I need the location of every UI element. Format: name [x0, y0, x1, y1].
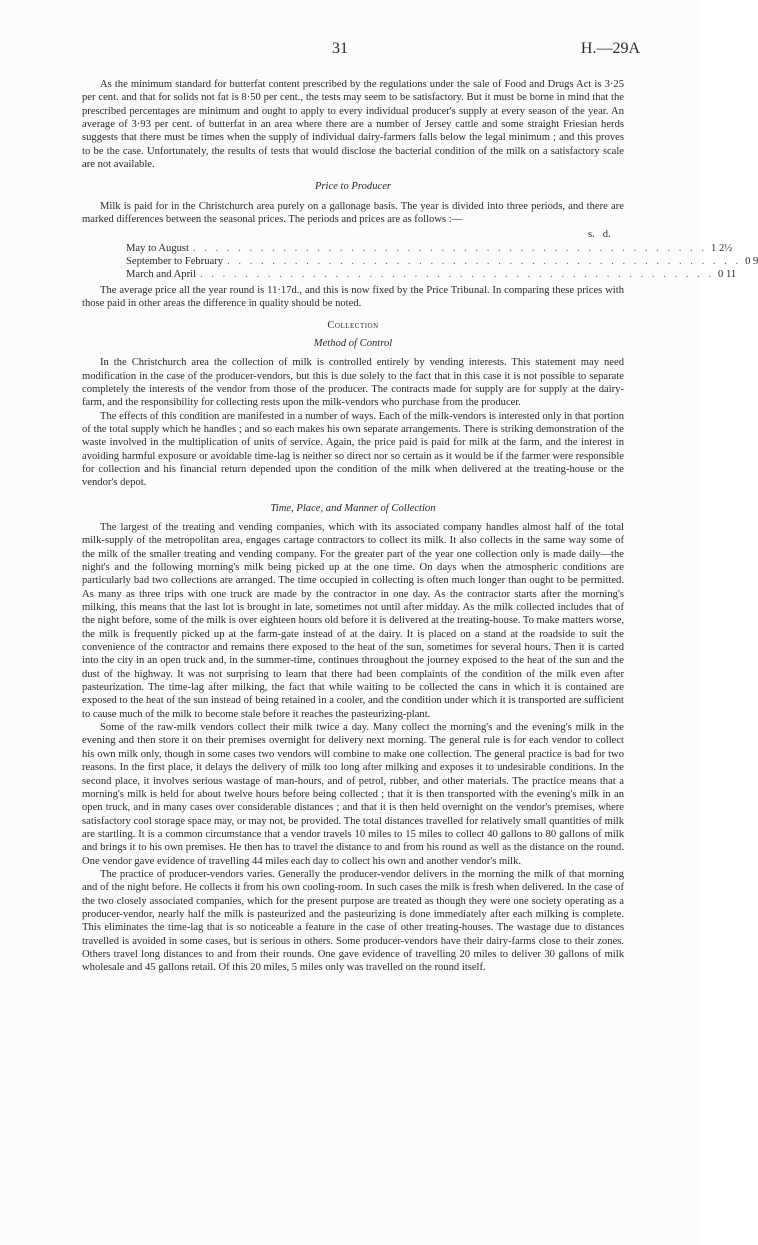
- document-reference: H.—29A: [580, 40, 640, 57]
- price-unit-labels: [588, 228, 624, 241]
- price-row: [126, 242, 733, 255]
- price-value: 1 2½: [711, 242, 733, 254]
- paragraph-time-2: Some of the raw-milk vendors collect their milk twice a day. Many collect the morning's and the evening's milk in the evening and then store it on their premises overnight for delivery next morning. The general rule is for each vendor to collect his own milk only, though in some cases two vendors will combine to make one collection. The general practice is bad for two reasons. In the first place, it delays the delivery of milk too long after milking and exposes it to undesirable conditions. In the second place, it involves serious wastage of man-hours, and of petrol, rubber, and other materials. The practice means that a morning's milk is held for about twelve hours before being collected ; that it is then transported with the evening's milk in an open truck, and in many cases over considerable distances ; and that it is then held overnight on the vendor's premises, where satisfactory cool storage space may, or may not, be provided. The total distances travelled for relatively small quantities of milk are startling. It is a common circumstance that a vendor travels 10 miles to 15 miles to collect 40 gallons to 80 gallons of milk and brings it to his own premises. He then has to travel the distance to and from his round as well as the distance on the round. One vendor gave evidence of travelling 44 miles each day to collect his own and another vendor's milk.: [82, 722, 624, 867]
- paragraph-minimum-standard: As the minimum standard for butterfat content prescribed by the regulations under the sale of Food and Drugs Act is 3·25 per cent. and that for solids not fat is 8·50 per cent., the tests may seem to be satisfactory. But it must be borne in mind that the prescribed percentages are minimum and ought to apply to every individual producer's supply at every season of the year. An average of 3·93 per cent. of butterfat in an area where there are a number of Jersey cattle and some straight Friesian herds suggests that there must be times when the supply of individual dairy-farmers falls below the legal minimum ; and this proves to be the case. Unfortunately, the results of tests that would disclose the bacterial condition of the milk on a satisfactory scale are not available.: [82, 79, 624, 171]
- unit-pence: d.: [602, 229, 611, 241]
- price-period: March and April: [126, 269, 197, 281]
- price-row: [126, 255, 758, 268]
- paragraph-price-intro: Milk is paid for in the Christchurch area purely on a gallonage basis. The year is divided into three periods, and there are marked differences between the seasonal prices. The periods and prices are as follows :—: [82, 200, 624, 226]
- unit-shillings: s.: [588, 229, 595, 241]
- document-body: [82, 78, 758, 975]
- price-table-header: [126, 228, 624, 241]
- paragraph-control-2: The effects of this condition are manifested in a number of ways. Each of the milk-vendors is interested only in that portion of the total supply which he handles ; and so each makes his own separate arrangements. There is striking demonstration of the waste involved in the multiplication of units of service. Again, the price paid is paid for milk at the farm, and the interest in avoiding harmful exposure or avoidable time-lag is neither so direct nor so certain as it would be if the farmer were responsible for collection and his financial return depended upon the condition of the milk when delivered at the treating-house or the vendor's depot.: [82, 410, 624, 489]
- dot-leaders: . . . . . . . . . . . . . . . . . . . . . . . . . . . . . . . . . . . . . . . . . . . . . .: [227, 256, 742, 268]
- price-value: 0 11: [718, 269, 737, 281]
- paragraph-average-price: The average price all the year round is 11·17d., and this is now fixed by the Price Tribunal. In comparing these prices with those paid in other areas the difference in quality should be noted.: [82, 284, 624, 310]
- section-heading-collection: Collection: [327, 319, 379, 331]
- price-period: September to February: [126, 256, 224, 268]
- dot-leaders: . . . . . . . . . . . . . . . . . . . . . . . . . . . . . . . . . . . . . . . . . . . . . .: [192, 242, 707, 254]
- subsection-heading-time-place-manner: Time, Place, and Manner of Collection: [270, 502, 436, 514]
- price-row: [126, 268, 737, 281]
- section-heading-price-to-producer: Price to Producer: [314, 181, 392, 193]
- paragraph-time-3: The practice of producer-vendors varies. Generally the producer-vendor delivers in the morning the milk of that morning and of the night before. He collects it from his own cooling-room. In such cases the milk is fresh when delivered. In the case of the two closely associated companies, which for the present purpose are treated as though they were one society operating as a producer-vendor, nearly half the milk is pasteurized and the pasteurizing is done immediately after each milking is complete. This eliminates the time-lag that is so noticeable a feature in the case of other treating-houses. The wastage due to distances travelled is avoided in some cases, but is serious in others. Some producer-vendors have their dairy-farms close to their zones. Others travel long distances to and from their rounds. One gave evidence of travelling 20 miles to deliver 30 gallons of milk wholesale and 45 gallons retail. Of this 20 miles, 5 miles only was travelled on the round itself.: [82, 868, 624, 974]
- price-value: 0 9: [745, 256, 758, 268]
- paragraph-time-1: The largest of the treating and vending companies, which with its associated company handles almost half of the total milk-supply of the metropolitan area, engages cartage contractors to collect its milk. It also collects in the same way some of the milk of the smaller treating and vending company. For the greater part of the year one collection only is made daily—the night's and the following morning's milk being picked up at the one time. On days when the atmospheric conditions are particularly bad two collections are arranged. The time occupied in collecting is often much longer than ought to be permitted. As many as three trips with one truck are made by the contractor in one day. As the contractor starts after the morning's milking, this means that the last lot is brought in late, sometimes not until after midday. As the milk collected includes that of the night before, some of the milk is over eighteen hours old before it is delivered at the treating-house. To make matters worse, the milk is frequently picked up at the farm-gate instead of at the dairy. It is placed on a stand at the roadside to suit the convenience of the contractor and remains there exposed to the heat of the sun, sometimes for several hours. Then it is carted into the city in an open truck and, in the summer-time, continues throughout the journey exposed to the heat of the sun and the dust of the highway. It was not surprising to learn that there had been complaints of the condition of the milk even after pasteurization. The time-lag after milking, the fact that while waiting to be collected the cans in which it is contained are exposed to the heat of the sun instead of being retained in a cooler, and the condition under which it is transported are sufficient to cause much of the milk to become stale before it reaches the pasteurizing-plant.: [82, 521, 624, 720]
- page-number: 31: [332, 40, 348, 57]
- dot-leaders: . . . . . . . . . . . . . . . . . . . . . . . . . . . . . . . . . . . . . . . . . . . . . .: [200, 269, 715, 281]
- price-table: [126, 228, 758, 281]
- subsection-heading-method-of-control: Method of Control: [313, 337, 393, 349]
- paragraph-control-1: In the Christchurch area the collection of milk is controlled entirely by vending interests. This statement may need modification in the case of the producer-vendors, but this is due solely to the fact that in this case it is not possible to separate completely the interests of the vendor from those of the producer. The contracts made for supply are for supply at the dairy-farm, and the responsibility for collecting rests upon the milk-vendors who purchase from the producer.: [82, 357, 624, 409]
- price-period: May to August: [126, 242, 189, 254]
- page-header: [0, 40, 700, 60]
